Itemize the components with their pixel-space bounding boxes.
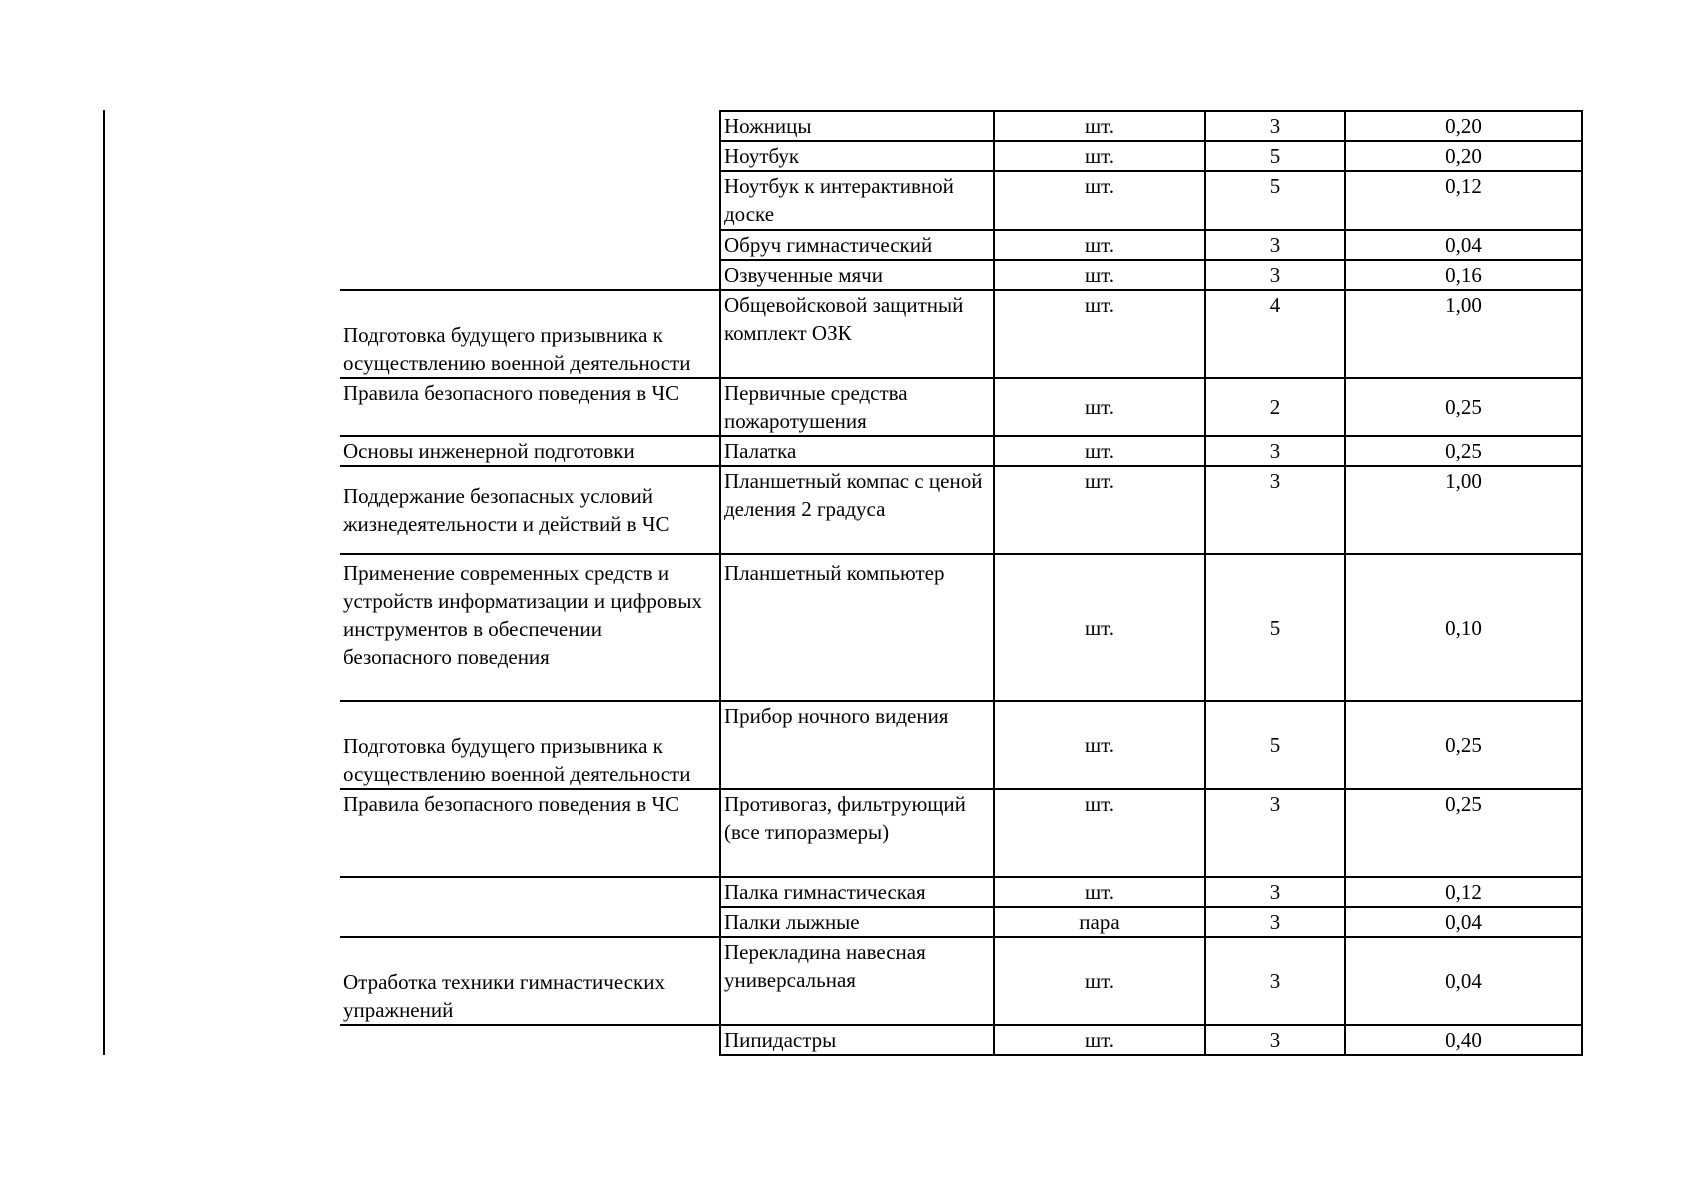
- item-name: Планшетный компас с ценой деления 2 градуса: [720, 466, 994, 554]
- item-qty: 3: [1205, 937, 1345, 1025]
- section-cell: [340, 877, 720, 937]
- item-name: Палки лыжные: [720, 907, 994, 937]
- table-row: [340, 554, 1582, 701]
- item-name: Прибор ночного видения: [720, 701, 994, 789]
- item-name: Общевойсковой защитный комплект ОЗК: [720, 290, 994, 378]
- item-value: 0,10: [1345, 554, 1582, 701]
- item-unit: шт.: [994, 436, 1205, 466]
- item-unit: шт.: [994, 877, 1205, 907]
- item-unit: шт.: [994, 260, 1205, 290]
- item-qty: 3: [1205, 436, 1345, 466]
- item-unit: шт.: [994, 466, 1205, 554]
- item-unit: шт.: [994, 230, 1205, 260]
- item-value: 0,12: [1345, 171, 1582, 230]
- item-unit: шт.: [994, 554, 1205, 701]
- item-name: Ноутбук: [720, 141, 994, 171]
- item-qty: 5: [1205, 171, 1345, 230]
- item-value: 0,20: [1345, 111, 1582, 141]
- item-qty: 3: [1205, 230, 1345, 260]
- section-cell: Правила безопасного поведения в ЧС: [340, 789, 720, 877]
- item-value: 0,04: [1345, 937, 1582, 1025]
- item-unit: шт.: [994, 937, 1205, 1025]
- section-cell: Основы инженерной подготовки: [340, 436, 720, 466]
- table-row: [340, 111, 1582, 141]
- item-value: 0,04: [1345, 907, 1582, 937]
- section-cell: Поддержание безопасных условий жизнедеятельности и действий в ЧС: [340, 466, 720, 554]
- table-row: [340, 436, 1582, 466]
- section-cell: Подготовка будущего призывника к осуществлению военной деятельности: [340, 701, 720, 789]
- item-name: Палатка: [720, 436, 994, 466]
- item-value: 1,00: [1345, 466, 1582, 554]
- item-qty: 4: [1205, 290, 1345, 378]
- item-value: 0,04: [1345, 230, 1582, 260]
- item-qty: 3: [1205, 789, 1345, 877]
- item-name: Палка гимнастическая: [720, 877, 994, 907]
- item-name: Планшетный компьютер: [720, 554, 994, 701]
- item-qty: 2: [1205, 378, 1345, 436]
- item-unit: шт.: [994, 789, 1205, 877]
- section-cell: [340, 111, 720, 290]
- item-value: 0,25: [1345, 789, 1582, 877]
- table-row: [340, 937, 1582, 1025]
- section-cell: Применение современных средств и устройств информатизации и цифровых инструментов в обеспечении безопасного поведения: [340, 554, 720, 701]
- left-margin-line: [103, 110, 105, 1055]
- item-name: Ноутбук к интерактивной доске: [720, 171, 994, 230]
- item-value: 0,20: [1345, 141, 1582, 171]
- item-value: 0,16: [1345, 260, 1582, 290]
- item-qty: 3: [1205, 111, 1345, 141]
- item-qty: 3: [1205, 260, 1345, 290]
- item-unit: шт.: [994, 290, 1205, 378]
- table-row: [340, 701, 1582, 789]
- table-row: [340, 789, 1582, 877]
- item-unit: шт.: [994, 111, 1205, 141]
- item-qty: 5: [1205, 554, 1345, 701]
- item-qty: 3: [1205, 907, 1345, 937]
- item-name: Перекладина навесная универсальная: [720, 937, 994, 1025]
- item-qty: 3: [1205, 877, 1345, 907]
- item-unit: шт.: [994, 171, 1205, 230]
- section-cell: Подготовка будущего призывника к осуществлению военной деятельности: [340, 290, 720, 378]
- item-name: Ножницы: [720, 111, 994, 141]
- item-unit: шт.: [994, 1025, 1205, 1055]
- item-value: 0,25: [1345, 378, 1582, 436]
- item-unit: пара: [994, 907, 1205, 937]
- item-unit: шт.: [994, 141, 1205, 171]
- item-name: Противогаз, фильтрующий (все типоразмеры): [720, 789, 994, 877]
- item-unit: шт.: [994, 701, 1205, 789]
- item-qty: 5: [1205, 141, 1345, 171]
- table-row: [340, 378, 1582, 436]
- item-value: 0,12: [1345, 877, 1582, 907]
- item-qty: 3: [1205, 466, 1345, 554]
- table-row: [340, 466, 1582, 554]
- section-cell: Отработка техники гимнастических упражнений: [340, 937, 720, 1025]
- item-qty: 5: [1205, 701, 1345, 789]
- item-unit: шт.: [994, 378, 1205, 436]
- table-row: [340, 1025, 1582, 1055]
- table-row: [340, 290, 1582, 378]
- item-value: 0,25: [1345, 701, 1582, 789]
- item-qty: 3: [1205, 1025, 1345, 1055]
- item-name: Первичные средства пожаротушения: [720, 378, 994, 436]
- item-value: 1,00: [1345, 290, 1582, 378]
- equipment-table: [340, 110, 1583, 1056]
- item-value: 0,25: [1345, 436, 1582, 466]
- item-name: Обруч гимнастический: [720, 230, 994, 260]
- table-row: [340, 877, 1582, 907]
- section-cell: Правила безопасного поведения в ЧС: [340, 378, 720, 436]
- item-name: Озвученные мячи: [720, 260, 994, 290]
- item-value: 0,40: [1345, 1025, 1582, 1055]
- section-cell: [340, 1025, 720, 1055]
- item-name: Пипидастры: [720, 1025, 994, 1055]
